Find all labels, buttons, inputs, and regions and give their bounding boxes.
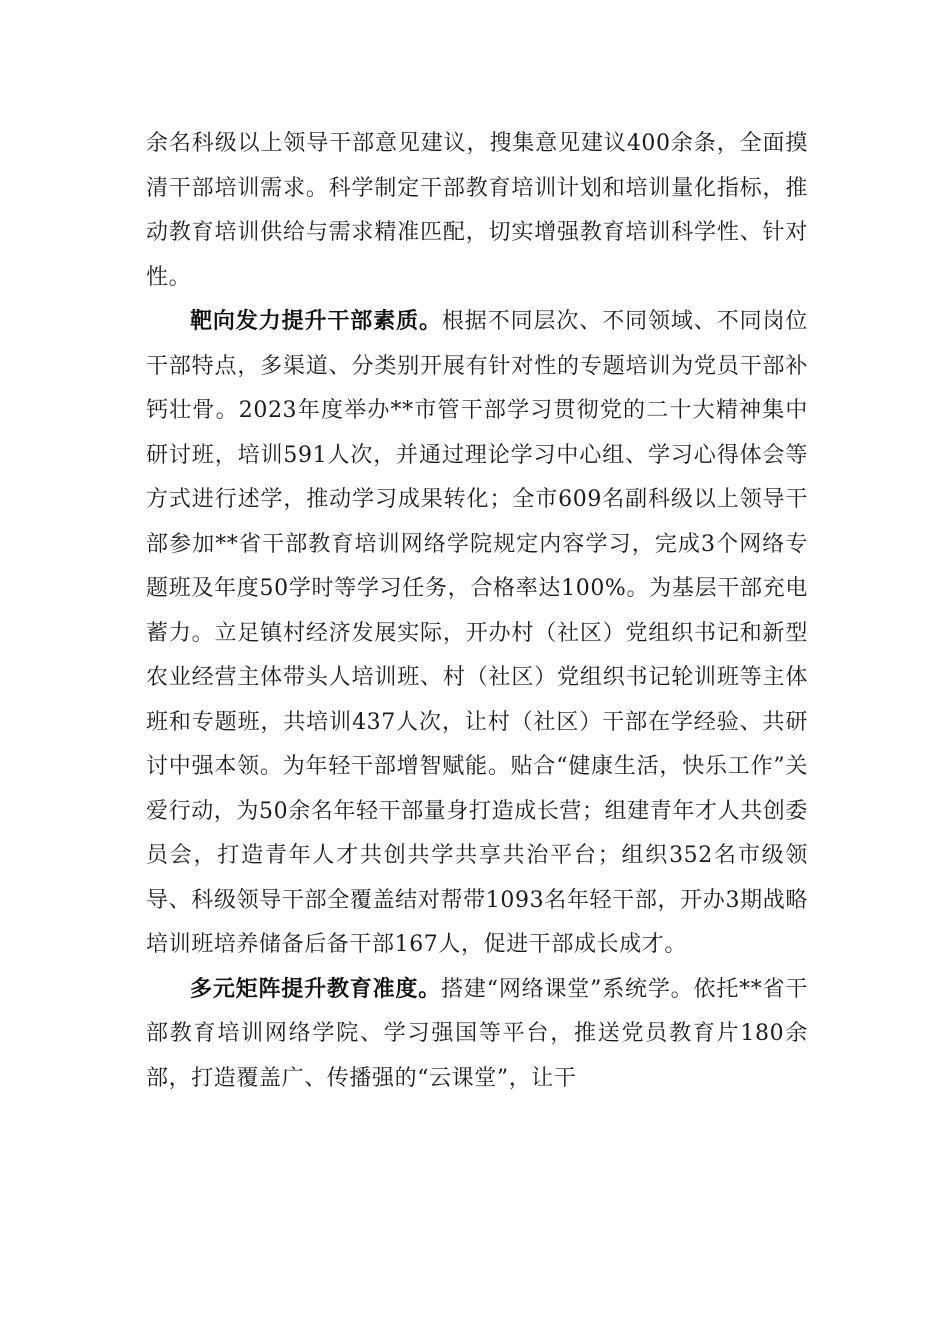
paragraph-text: 搭建“网络课堂”系统学。依托**省干部教育培训网络学院、学习强国等平台，推送党员教育片180余部，打造覆盖广、传播强的“云课堂”，让干 [146,976,808,1091]
paragraph-education-precision [146,968,808,1102]
paragraph-heading: 多元矩阵提升教育准度。 [190,976,442,1002]
paragraph-text: 余名科级以上领导干部意见建议，搜集意见建议400余条，全面摸清干部培训需求。科学制定干部教育培训计划和培训量化指标，推动教育培训供给与需求精准匹配，切实增强教育培训科学性、针对性。 [146,131,808,290]
paragraph-cadre-quality [146,300,808,968]
paragraph-continuation [146,122,808,300]
paragraph-heading: 靶向发力提升干部素质。 [190,309,442,334]
paragraph-text: 根据不同层次、不同领域、不同岗位干部特点，多渠道、分类别开展有针对性的专题培训为党员干部补钙壮骨。2023年度举办**市管干部学习贯彻党的二十大精神集中研讨班，培训591人次，并通过理论学习中心组、学习心得体会等方式进行述学，推动学习成果转化；全市609名副科级以上领导干部参加**省干部教育培训网络学院规定内容学习，完成3个网络专题班及年度50学时等学习任务，合格率达100%。为基层干部充电蓄力。立足镇村经济发展实际，开办村（社区）党组织书记和新型农业经营主体带头人培训班、村（社区）党组织书记轮训班等主体班和专题班，共培训437人次，让村（社区）干部在学经验、共研讨中强本领。为年轻干部增智赋能。贴合“健康生活，快乐工作”关爱行动，为50余名年轻干部量身打造成长营；组建青年才人共创委员会，打造青年人才共创共学共享共治平台；组织352名市级领导、科级领导干部全覆盖结对帮带1093名年轻干部，开办3期战略培训班培养储备后备干部167人，促进干部成长成才。 [146,309,808,957]
document-body [146,122,808,1101]
